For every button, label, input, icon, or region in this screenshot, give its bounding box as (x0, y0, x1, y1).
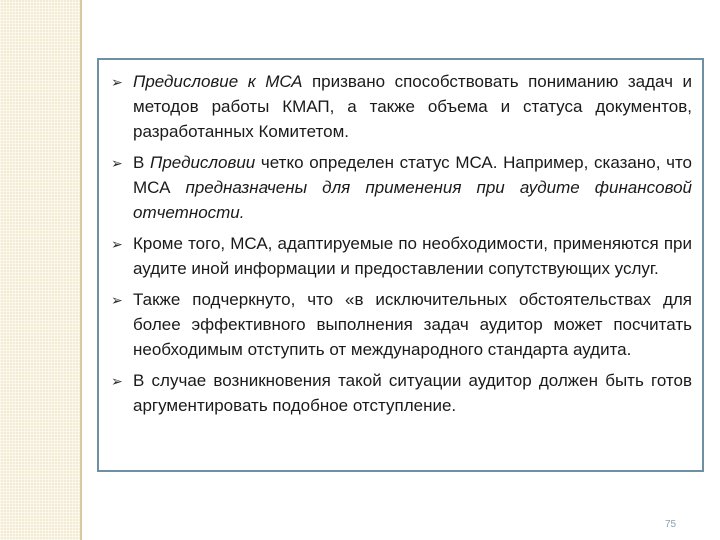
bullet-5-text: В случае возникновения такой ситуации аудитор должен быть готов аргументировать подобное отступление. (133, 371, 692, 415)
bullet-2-italic-b: предназначены для применения при аудите финансовой отчетности. (133, 178, 692, 222)
arrowhead-bullet-icon: ➢ (111, 236, 123, 252)
bullet-item-4 (99, 287, 692, 362)
bullet-3-text: Кроме того, МСА, адаптируемые по необходимости, применяются при аудите иной информации и предоставлении сопутствующих услуг. (133, 234, 692, 278)
bullet-2-italic-a: Предисловии (150, 153, 256, 172)
bullet-2-text-b: четко определен статус МСА. Например, сказано, что МСА (133, 153, 693, 197)
bullet-2-text-a: В (133, 153, 151, 172)
bullet-1-italic-lead: Предисловие к МСА (133, 72, 303, 91)
bullet-4-text: Также подчеркнуто, что «в исключительных обстоятельствах для более эффективного выполнения задач аудитор может посчитать необходимым отступить от международного стандарта аудита. (133, 290, 692, 359)
arrowhead-bullet-icon: ➢ (111, 292, 123, 308)
bullet-list (99, 60, 702, 418)
bullet-item-5 (99, 368, 692, 418)
slide-content-box (97, 58, 704, 472)
page-number: 75 (665, 519, 677, 530)
side-divider (80, 0, 82, 540)
bullet-1-text: призвано способствовать пониманию задач и методов работы КМАП, а также объема и статуса документов, разработанных Комитетом. (133, 72, 692, 141)
bullet-item-3 (99, 231, 692, 281)
arrowhead-bullet-icon: ➢ (111, 373, 123, 389)
bullet-item-1 (99, 69, 692, 144)
arrowhead-bullet-icon: ➢ (111, 74, 123, 90)
decorative-side-band (0, 0, 80, 540)
arrowhead-bullet-icon: ➢ (111, 155, 123, 171)
bullet-item-2 (99, 150, 692, 225)
